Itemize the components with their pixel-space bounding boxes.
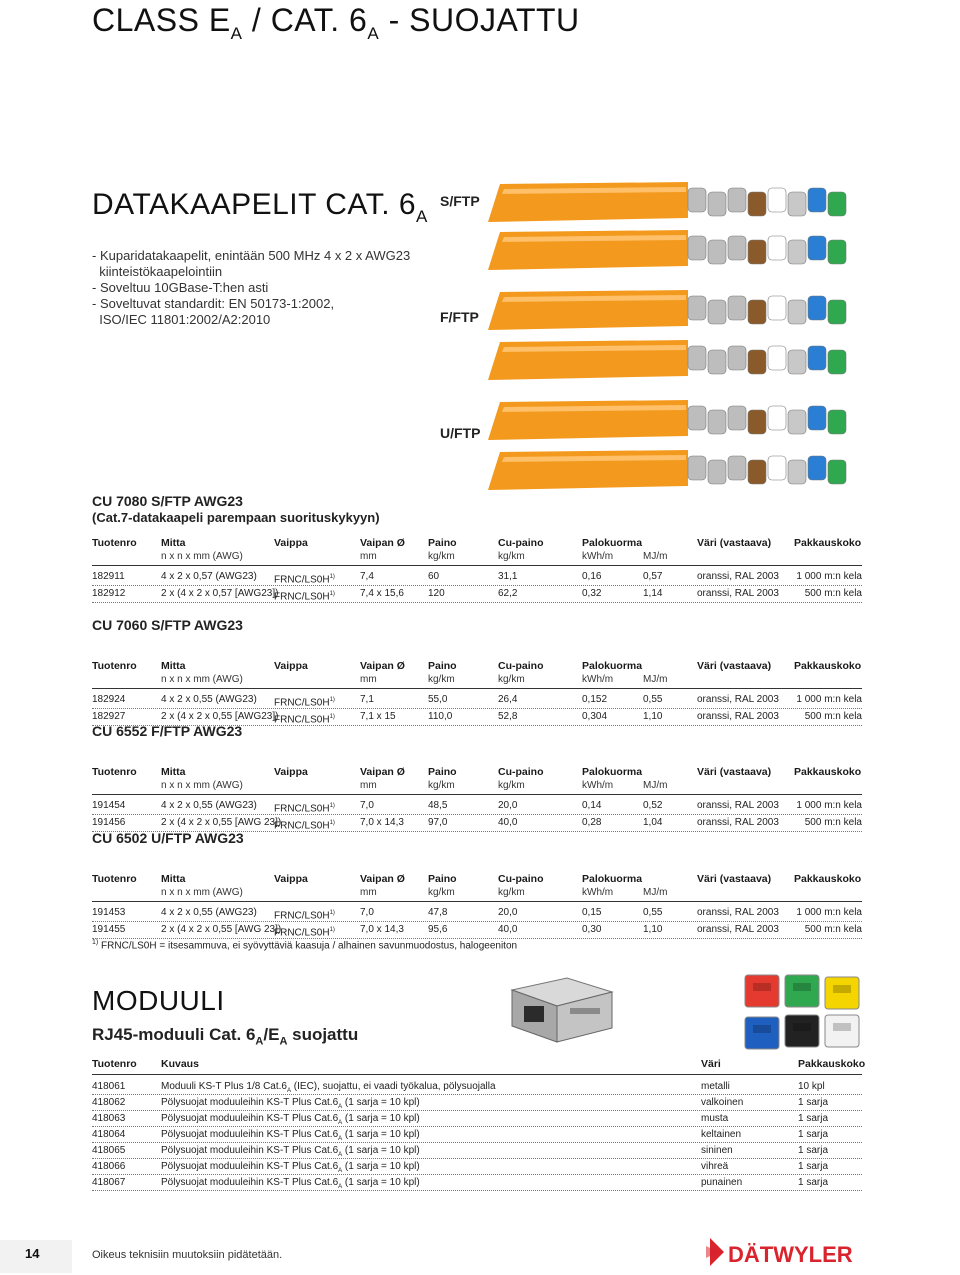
- spec-table: [92, 537, 862, 603]
- table-cell: 1 000 m:n kela: [796, 800, 862, 811]
- unit-cell: kg/km: [428, 887, 455, 898]
- section-title: CU 6552 F/FTP AWG23: [92, 723, 243, 739]
- table-units: [92, 551, 862, 566]
- cable-icon: [488, 230, 846, 270]
- table-cell: oranssi, RAL 2003: [697, 817, 779, 828]
- header-cell: Paino: [428, 537, 457, 549]
- section-heading: DATAKAAPELIT CAT. $6_A$: [92, 188, 428, 226]
- table-cell: Pölysuojat moduuleihin KS-T Plus $Cat.6_A$ (1 sarja = 10 kpl): [161, 1097, 420, 1110]
- page-number: 14: [25, 1246, 40, 1261]
- unit-cell: n x n x mm (AWG): [161, 674, 243, 685]
- table-cell: FRNC/$LS0H^{1)}$: [274, 910, 335, 922]
- unit-cell: kg/km: [498, 780, 525, 791]
- table-cell: 0,15: [582, 907, 602, 918]
- header-cell: Paino: [428, 660, 457, 672]
- cable-label-sftp: S/FTP: [440, 193, 480, 209]
- table-cell: 120: [428, 588, 445, 599]
- table-cell: 0,30: [582, 924, 602, 935]
- table-cell: 40,0: [498, 924, 518, 935]
- header-cell: Paino: [428, 766, 457, 778]
- header-cell: Cu-paino: [498, 873, 544, 885]
- table-cell: 0,304: [582, 711, 608, 722]
- table-cell: 26,4: [498, 694, 518, 705]
- header-cell: Mitta: [161, 537, 186, 549]
- table-row: [92, 1111, 862, 1127]
- header-cell: Vaippa: [274, 537, 308, 549]
- table-cell: FRNC/$LS0H^{1)}$: [274, 714, 335, 726]
- table-cell: 7,1: [360, 694, 374, 705]
- table-cell: 95,6: [428, 924, 448, 935]
- unit-cell: kWh/m: [582, 674, 614, 685]
- table-row: [92, 798, 862, 815]
- unit-cell: kg/km: [498, 887, 525, 898]
- table-header: [92, 873, 862, 887]
- table-cell: 1,10: [643, 924, 663, 935]
- table-cell: 97,0: [428, 817, 448, 828]
- header-cell: Vaippa: [274, 766, 308, 778]
- table-cell: FRNC/$LS0H^{1)}$: [274, 697, 335, 709]
- unit-cell: kWh/m: [582, 887, 614, 898]
- table-cell: 2 x (4 x 2 x 0,55 [AWG23]): [161, 711, 279, 722]
- table-header: [92, 660, 862, 674]
- unit-cell: kWh/m: [582, 551, 614, 562]
- table-cell: oranssi, RAL 2003: [697, 588, 779, 599]
- table-cell: 418065: [92, 1145, 126, 1156]
- table-header: [92, 766, 862, 780]
- table-header: [92, 537, 862, 551]
- header-cell: Vaippa: [274, 660, 308, 672]
- table-cell: Pölysuojat moduuleihin KS-T Plus $Cat.6_A$ (1 sarja = 10 kpl): [161, 1177, 420, 1190]
- table-cell: 1 sarja: [798, 1113, 829, 1124]
- feature-item: kiinteistökaapelointiin: [92, 264, 223, 279]
- unit-cell: mm: [360, 674, 377, 685]
- table-cell: 31,1: [498, 571, 518, 582]
- header-cell: Mitta: [161, 660, 186, 672]
- unit-cell: n x n x mm (AWG): [161, 780, 243, 791]
- unit-cell: kg/km: [428, 674, 455, 685]
- table-cell: 20,0: [498, 800, 518, 811]
- table-cell: 1 000 m:n kela: [796, 694, 862, 705]
- table-cell: 110,0: [428, 711, 453, 722]
- table-cell: 1,14: [643, 588, 663, 599]
- table-cell: 47,8: [428, 907, 448, 918]
- table-cell: 418067: [92, 1177, 126, 1188]
- unit-cell: mm: [360, 780, 377, 791]
- table-cell: oranssi, RAL 2003: [697, 800, 779, 811]
- section-subtitle: (Cat.7-datakaapeli parempaan suorituskykyyn): [92, 510, 380, 525]
- table-cell: oranssi, RAL 2003: [697, 924, 779, 935]
- table-cell: 182927: [92, 711, 126, 722]
- table-row: [92, 922, 862, 939]
- table-cell: 1,04: [643, 817, 663, 828]
- header-cell: Vaipan Ø: [360, 873, 405, 885]
- module-subheading: RJ45-moduuli Cat. $6_A/E_A$ suojattu: [92, 1025, 359, 1048]
- datwyler-logo-icon: [706, 1234, 856, 1270]
- table-cell: 191455: [92, 924, 126, 935]
- table-cell: 500 m:n kela: [804, 924, 862, 935]
- unit-cell: kg/km: [428, 551, 455, 562]
- table-row: [92, 1079, 862, 1095]
- table-cell: 1 sarja: [798, 1145, 829, 1156]
- footnote: $^{1)}$ FRNC/LS0H = itsesammuva, ei syövyttäviä kaasuja / alhainen savunmuodostus, halogeeniton: [92, 939, 518, 952]
- table-cell: 10 kpl: [798, 1081, 825, 1092]
- table-cell: 418062: [92, 1097, 126, 1108]
- unit-cell: kg/km: [498, 551, 525, 562]
- header-cell: Mitta: [161, 873, 186, 885]
- header-cell: Vaippa: [274, 873, 308, 885]
- table-units: [92, 887, 862, 902]
- table-cell: keltainen: [701, 1129, 742, 1140]
- table-cell: oranssi, RAL 2003: [697, 571, 779, 582]
- section-title: CU 7060 S/FTP AWG23: [92, 617, 243, 633]
- table-cell: 7,0: [360, 907, 374, 918]
- header-cell: Väri (vastaava): [697, 766, 772, 778]
- table-cell: 182912: [92, 588, 126, 599]
- module-image: [492, 970, 642, 1050]
- header-cell: Palokuorma: [582, 537, 643, 549]
- table-cell: 7,0: [360, 800, 374, 811]
- unit-cell: n x n x mm (AWG): [161, 551, 243, 562]
- table-cell: vihreä: [701, 1161, 729, 1172]
- header-cell: Tuotenro: [92, 537, 137, 549]
- unit-cell: kWh/m: [582, 780, 614, 791]
- page-title: CLASS $E_A$ / CAT. $6_A$ - SUOJATTU: [92, 2, 580, 43]
- table-cell: 0,32: [582, 588, 602, 599]
- table-cell: 1 000 m:n kela: [796, 571, 862, 582]
- unit-cell: MJ/m: [643, 674, 668, 685]
- header-cell: Palokuorma: [582, 660, 643, 672]
- table-cell: 418063: [92, 1113, 126, 1124]
- feature-list: [92, 248, 422, 328]
- header-cell: Väri (vastaava): [697, 537, 772, 549]
- header-cell: Vaipan Ø: [360, 766, 405, 778]
- table-cell: Moduuli KS-T Plus 1/8 $Cat.6_A$ (IEC), suojattu, ei vaadi työkalua, pölysuojalla: [161, 1081, 496, 1094]
- table-header: [92, 1058, 866, 1075]
- brand-logo: [706, 1234, 856, 1275]
- cable-label-uftp: U/FTP: [440, 425, 481, 441]
- cable-icon: [488, 340, 846, 380]
- table-cell: 4 x 2 x 0,57 (AWG23): [161, 571, 257, 582]
- header-cell: Pakkauskoko: [794, 537, 862, 549]
- table-cell: Pölysuojat moduuleihin KS-T Plus $Cat.6_A$ (1 sarja = 10 kpl): [161, 1161, 420, 1174]
- cable-illustrations: [488, 180, 868, 520]
- table-cell: 60: [428, 571, 440, 582]
- table-cell: oranssi, RAL 2003: [697, 907, 779, 918]
- header-kuvaus: Kuvaus: [161, 1058, 199, 1070]
- table-cell: 418066: [92, 1161, 126, 1172]
- spec-table: [92, 660, 862, 726]
- header-cell: Pakkauskoko: [794, 660, 862, 672]
- header-cell: Pakkauskoko: [794, 766, 862, 778]
- header-pakkauskoko: Pakkauskoko: [798, 1058, 866, 1070]
- table-row: [92, 586, 862, 603]
- header-cell: Vaipan Ø: [360, 537, 405, 549]
- table-cell: FRNC/$LS0H^{1)}$: [274, 574, 335, 586]
- spec-table: [92, 873, 862, 939]
- table-cell: 500 m:n kela: [804, 588, 862, 599]
- table-cell: oranssi, RAL 2003: [697, 694, 779, 705]
- table-row: [92, 1095, 862, 1111]
- table-cell: FRNC/$LS0H^{1)}$: [274, 591, 335, 603]
- module-heading: MODUULI: [92, 985, 225, 1016]
- table-cell: 4 x 2 x 0,55 (AWG23): [161, 800, 257, 811]
- module-table: [92, 1058, 866, 1191]
- table-cell: 191453: [92, 907, 126, 918]
- unit-cell: kg/km: [428, 780, 455, 791]
- table-cell: 2 x (4 x 2 x 0,55 [AWG 23]): [161, 924, 282, 935]
- legal-notice: Oikeus teknisiin muutoksiin pidätetään.: [92, 1249, 283, 1261]
- header-cell: Väri (vastaava): [697, 873, 772, 885]
- table-cell: oranssi, RAL 2003: [697, 711, 779, 722]
- table-row: [92, 1175, 862, 1191]
- table-units: [92, 780, 862, 795]
- table-cell: sininen: [701, 1145, 733, 1156]
- spec-table: [92, 766, 862, 832]
- table-cell: 0,14: [582, 800, 602, 811]
- table-cell: 62,2: [498, 588, 518, 599]
- table-cell: 7,0 x 14,3: [360, 817, 404, 828]
- table-units: [92, 674, 862, 689]
- unit-cell: MJ/m: [643, 887, 668, 898]
- table-cell: valkoinen: [701, 1097, 744, 1108]
- table-cell: 0,55: [643, 907, 663, 918]
- table-cell: FRNC/$LS0H^{1)}$: [274, 820, 335, 832]
- table-cell: 500 m:n kela: [804, 711, 862, 722]
- table-cell: 7,0 x 14,3: [360, 924, 404, 935]
- table-cell: metalli: [701, 1081, 730, 1092]
- cable-icon: [488, 400, 846, 440]
- table-cell: 0,55: [643, 694, 663, 705]
- header-cell: Paino: [428, 873, 457, 885]
- svg-text:DÄTWYLER: DÄTWYLER: [728, 1242, 853, 1267]
- table-cell: 7,4 x 15,6: [360, 588, 404, 599]
- feature-item: - Kuparidatakaapelit, enintään 500 MHz 4 x 2 x AWG23: [92, 248, 411, 263]
- table-cell: 7,4: [360, 571, 374, 582]
- header-cell: Palokuorma: [582, 873, 643, 885]
- header-vari: Väri: [701, 1058, 721, 1070]
- header-cell: Vaipan Ø: [360, 660, 405, 672]
- header-cell: Mitta: [161, 766, 186, 778]
- cable-icon: [488, 290, 846, 330]
- table-row: [92, 569, 862, 586]
- table-cell: 52,8: [498, 711, 518, 722]
- table-cell: 1 sarja: [798, 1177, 829, 1188]
- feature-item: - Soveltuvat standardit: EN 50173-1:2002,: [92, 296, 335, 311]
- table-cell: 1 000 m:n kela: [796, 907, 862, 918]
- table-row: [92, 692, 862, 709]
- header-cell: Cu-paino: [498, 766, 544, 778]
- table-row: [92, 1127, 862, 1143]
- table-cell: Pölysuojat moduuleihin KS-T Plus $Cat.6_A$ (1 sarja = 10 kpl): [161, 1113, 420, 1126]
- header-cell: Pakkauskoko: [794, 873, 862, 885]
- table-cell: 4 x 2 x 0,55 (AWG23): [161, 694, 257, 705]
- section-title: CU 7080 S/FTP AWG23: [92, 493, 243, 509]
- table-row: [92, 905, 862, 922]
- table-row: [92, 1159, 862, 1175]
- header-cell: Tuotenro: [92, 873, 137, 885]
- table-cell: 182924: [92, 694, 126, 705]
- header-tuotenro: Tuotenro: [92, 1058, 137, 1070]
- unit-cell: n x n x mm (AWG): [161, 887, 243, 898]
- unit-cell: mm: [360, 887, 377, 898]
- table-cell: 1 sarja: [798, 1161, 829, 1172]
- table-cell: 1,10: [643, 711, 663, 722]
- table-cell: 2 x (4 x 2 x 0,57 [AWG23]): [161, 588, 279, 599]
- table-cell: 191454: [92, 800, 126, 811]
- table-cell: 48,5: [428, 800, 448, 811]
- table-cell: 418064: [92, 1129, 126, 1140]
- table-cell: 191456: [92, 817, 126, 828]
- table-cell: 4 x 2 x 0,55 (AWG23): [161, 907, 257, 918]
- table-cell: 40,0: [498, 817, 518, 828]
- table-cell: 20,0: [498, 907, 518, 918]
- table-cell: Pölysuojat moduuleihin KS-T Plus $Cat.6_A$ (1 sarja = 10 kpl): [161, 1145, 420, 1158]
- section-title: CU 6502 U/FTP AWG23: [92, 830, 244, 846]
- table-cell: FRNC/$LS0H^{1)}$: [274, 927, 335, 939]
- table-cell: FRNC/$LS0H^{1)}$: [274, 803, 335, 815]
- header-cell: Väri (vastaava): [697, 660, 772, 672]
- table-cell: 0,57: [643, 571, 663, 582]
- header-cell: Cu-paino: [498, 660, 544, 672]
- table-cell: 0,16: [582, 571, 602, 582]
- unit-cell: kg/km: [498, 674, 525, 685]
- table-cell: 2 x (4 x 2 x 0,55 [AWG 23]): [161, 817, 282, 828]
- table-cell: punainen: [701, 1177, 743, 1188]
- feature-item: - Soveltuu 10GBase-T:hen asti: [92, 280, 269, 295]
- table-cell: musta: [701, 1113, 729, 1124]
- header-cell: Tuotenro: [92, 660, 137, 672]
- table-cell: 500 m:n kela: [804, 817, 862, 828]
- table-row: [92, 1143, 862, 1159]
- table-cell: 0,52: [643, 800, 663, 811]
- header-cell: Palokuorma: [582, 766, 643, 778]
- table-cell: 418061: [92, 1081, 126, 1092]
- table-cell: 0,152: [582, 694, 608, 705]
- table-cell: 55,0: [428, 694, 448, 705]
- table-cell: 0,28: [582, 817, 602, 828]
- unit-cell: MJ/m: [643, 780, 668, 791]
- header-cell: Cu-paino: [498, 537, 544, 549]
- cable-icon: [488, 182, 846, 222]
- table-cell: 1 sarja: [798, 1097, 829, 1108]
- cable-label-fftp: F/FTP: [440, 309, 479, 325]
- table-cell: Pölysuojat moduuleihin KS-T Plus $Cat.6_A$ (1 sarja = 10 kpl): [161, 1129, 420, 1142]
- dust-caps-image: [735, 965, 875, 1055]
- table-cell: 7,1 x 15: [360, 711, 396, 722]
- table-cell: 182911: [92, 571, 125, 582]
- header-cell: Tuotenro: [92, 766, 137, 778]
- table-cell: 1 sarja: [798, 1129, 829, 1140]
- unit-cell: MJ/m: [643, 551, 668, 562]
- feature-item: ISO/IEC 11801:2002/A2:2010: [92, 312, 271, 327]
- cable-icon: [488, 450, 846, 490]
- unit-cell: mm: [360, 551, 377, 562]
